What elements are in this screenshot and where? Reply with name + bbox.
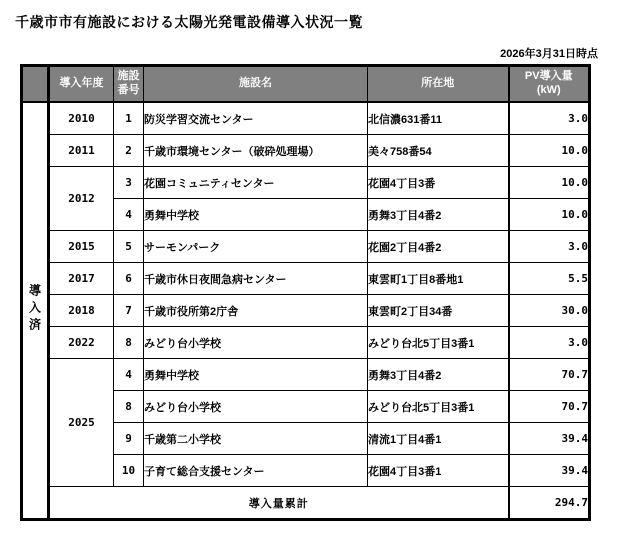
cell-facility-name: 千歳市休日夜間急病センター	[144, 263, 368, 295]
cell-facility-name: みどり台小学校	[144, 391, 368, 423]
cell-location: 勇舞3丁目4番2	[368, 199, 509, 231]
cell-facility-no: 4	[114, 199, 144, 231]
table-row	[22, 263, 590, 295]
cell-location: 花園4丁目3番1	[368, 455, 509, 487]
cell-facility-name: 子育て総合支援センター	[144, 455, 368, 487]
total-row	[22, 487, 590, 520]
header-year: 導入年度	[49, 66, 114, 103]
cell-facility-name: 勇舞中学校	[144, 359, 368, 391]
cell-facility-no: 8	[114, 327, 144, 359]
as-of-date: 2026年3月31日時点	[500, 48, 598, 60]
page-title: 千歳市市有施設における太陽光発電設備導入状況一覧	[15, 14, 363, 30]
cell-location: みどり台北5丁目3番1	[368, 327, 509, 359]
cell-pv-amount: 70.7	[509, 391, 590, 423]
pv-installation-table	[20, 64, 591, 521]
header-row	[22, 66, 590, 103]
cell-year: 2025	[49, 359, 114, 487]
cell-pv-amount: 30.0	[509, 295, 590, 327]
cell-location: 東雲町1丁目8番地1	[368, 263, 509, 295]
cell-year: 2022	[49, 327, 114, 359]
table-row	[22, 295, 590, 327]
header-facility-no-line2: 番号	[117, 84, 140, 96]
header-pv-line1: PV導入量	[524, 70, 573, 83]
cell-facility-name: 防災学習交流センター	[144, 102, 368, 135]
total-pv-amount: 294.7	[509, 487, 590, 520]
cell-location: 北信濃631番11	[368, 102, 509, 135]
cell-location: 花園4丁目3番	[368, 167, 509, 199]
cell-facility-no: 2	[114, 135, 144, 167]
cell-pv-amount: 10.0	[509, 135, 590, 167]
status-group-cell	[22, 102, 49, 520]
corner-header-cell	[22, 66, 49, 103]
cell-pv-amount: 5.5	[509, 263, 590, 295]
header-facility-name: 施設名	[144, 66, 368, 103]
cell-year: 2018	[49, 295, 114, 327]
header-pv-amount	[509, 66, 590, 103]
cell-pv-amount: 10.0	[509, 167, 590, 199]
status-group-label: 導入済	[27, 283, 42, 335]
cell-facility-name: 勇舞中学校	[144, 199, 368, 231]
cell-facility-name: 花園コミュニティセンター	[144, 167, 368, 199]
cell-facility-no: 6	[114, 263, 144, 295]
cell-facility-no: 1	[114, 102, 144, 135]
cell-facility-name: 千歳市役所第2庁舎	[144, 295, 368, 327]
cell-pv-amount: 3.0	[509, 327, 590, 359]
cell-facility-no: 9	[114, 423, 144, 455]
cell-year: 2011	[49, 135, 114, 167]
cell-location: 花園2丁目4番2	[368, 231, 509, 263]
cell-year: 2010	[49, 102, 114, 135]
total-label: 導入量累計	[49, 487, 509, 520]
cell-location: 勇舞3丁目4番2	[368, 359, 509, 391]
cell-facility-no: 10	[114, 455, 144, 487]
cell-pv-amount: 10.0	[509, 199, 590, 231]
cell-facility-no: 7	[114, 295, 144, 327]
cell-facility-no: 4	[114, 359, 144, 391]
cell-location: 清流1丁目4番1	[368, 423, 509, 455]
header-location: 所在地	[368, 66, 509, 103]
table-row	[22, 167, 590, 199]
cell-pv-amount: 70.7	[509, 359, 590, 391]
header-pv-line2: (kW)	[536, 84, 561, 96]
cell-pv-amount: 39.4	[509, 423, 590, 455]
cell-facility-name: 千歳市環境センター（破砕処理場）	[144, 135, 368, 167]
cell-location: 東雲町2丁目34番	[368, 295, 509, 327]
cell-location: 美々758番54	[368, 135, 509, 167]
cell-pv-amount: 39.4	[509, 455, 590, 487]
cell-facility-name: サーモンパーク	[144, 231, 368, 263]
cell-year: 2012	[49, 167, 114, 231]
table-row	[22, 359, 590, 391]
cell-year: 2015	[49, 231, 114, 263]
header-facility-no-line1: 施設	[117, 70, 140, 83]
cell-facility-name: 千歳第二小学校	[144, 423, 368, 455]
table-row	[22, 135, 590, 167]
header-facility-no	[114, 66, 144, 103]
cell-year: 2017	[49, 263, 114, 295]
cell-facility-no: 8	[114, 391, 144, 423]
cell-location: みどり台北5丁目3番1	[368, 391, 509, 423]
table-row	[22, 327, 590, 359]
table-row	[22, 231, 590, 263]
cell-facility-name: みどり台小学校	[144, 327, 368, 359]
cell-facility-no: 5	[114, 231, 144, 263]
cell-pv-amount: 3.0	[509, 102, 590, 135]
cell-facility-no: 3	[114, 167, 144, 199]
table-area	[20, 45, 600, 521]
table-row	[22, 102, 590, 135]
cell-pv-amount: 3.0	[509, 231, 590, 263]
